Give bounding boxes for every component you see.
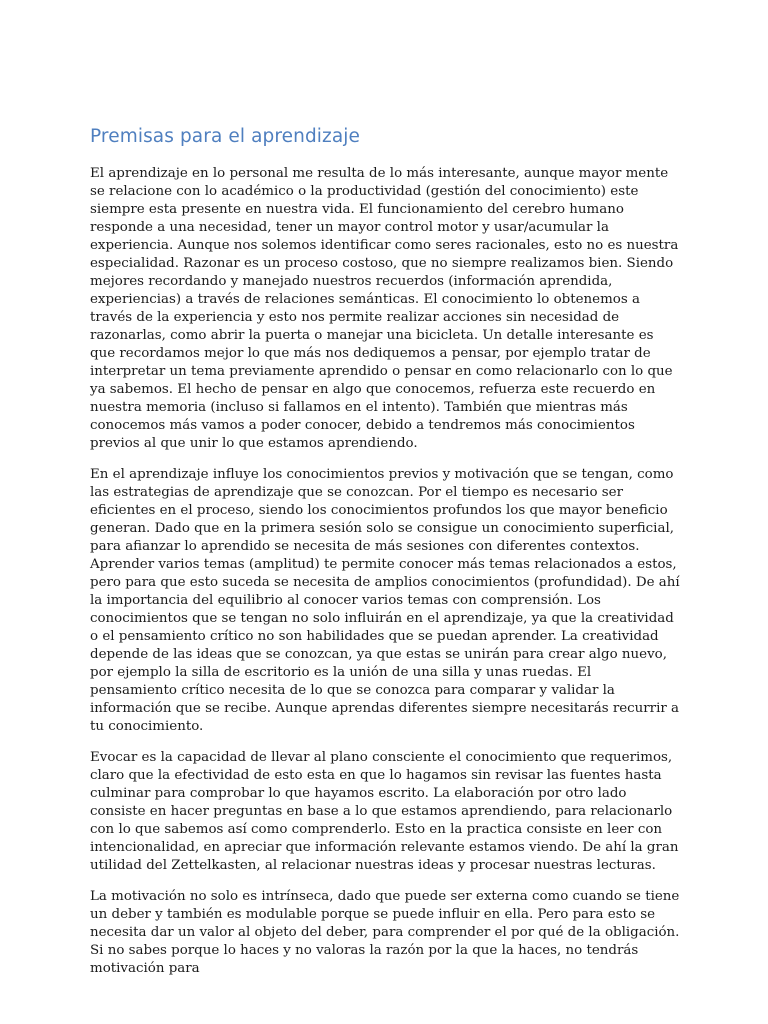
document-page xyxy=(90,124,680,991)
paragraph-1: El aprendizaje en lo personal me resulta de lo más interesante, aunque mayor mente se relacione con lo académico o la productividad (gestión del conocimiento) este siempre esta presente en nuestra vida. El funcionamiento del cerebro humano responde a una necesidad, tener un mayor control motor y usar/acumular la experiencia. Aunque nos solemos identificar como seres racionales, esto no es nuestra especialidad. Razonar es un proceso costoso, que no siempre realizamos bien. Siendo mejores recordando y manejado nuestros recuerdos (información aprendida, experiencias) a través de relaciones semánticas. El conocimiento lo obtenemos a través de la experiencia y esto nos permite realizar acciones sin necesidad de razonarlas, como abrir la puerta o manejar una bicicleta. Un detalle interesante es que recordamos mejor lo que más nos dediquemos a pensar, por ejemplo tratar de interpretar un tema previamente aprendido o pensar en como relacionarlo con lo que ya sabemos. El hecho de pensar en algo que conocemos, refuerza este recuerdo en nuestra memoria (incluso si fallamos en el intento). También que mientras más conocemos más vamos a poder conocer, debido a tendremos más conocimientos previos al que unir lo que estamos aprendiendo. xyxy=(90,166,679,451)
paragraph-4: La motivación no solo es intrínseca, dado que puede ser externa como cuando se tiene un deber y también es modulable porque se puede influir en ella. Pero para esto se necesita dar un valor al objeto del deber, para comprender el por qué de la obligación. Si no sabes porque lo haces y no valoras la razón por la que la haces, no tendrás motivación para xyxy=(90,889,680,976)
paragraph-3: Evocar es la capacidad de llevar al plano consciente el conocimiento que requerimos, claro que la efectividad de esto esta en que lo hagamos sin revisar las fuentes hasta culminar para comprobar lo que hayamos escrito. La elaboración por otro lado consiste en hacer preguntas en base a lo que estamos aprendiendo, para relacionarlo con lo que sabemos así como comprenderlo. Esto en la practica consiste en leer con intencionalidad, en apreciar que información relevante estamos viendo. De ahí la gran utilidad del Zettelkasten, al relacionar nuestras ideas y procesar nuestras lecturas. xyxy=(90,750,679,873)
paragraph-2: En el aprendizaje influye los conocimientos previos y motivación que se tengan, como las estrategias de aprendizaje que se conozcan. Por el tiempo es necesario ser eficientes en el proceso, siendo los conocimientos profundos los que mayor beneficio generan. Dado que en la primera sesión solo se consigue un conocimiento superficial, para afianzar lo aprendido se necesita de más sesiones con diferentes contextos. Aprender varios temas (amplitud) te permite conocer más temas relacionados a estos, pero para que esto suceda se necesita de amplios conocimientos (profundidad). De ahí la importancia del equilibrio al conocer varios temas con comprensión. Los conocimientos que se tengan no solo influirán en el aprendizaje, ya que la creatividad o el pensamiento crítico no son habilidades que se puedan aprender. La creatividad depende de las ideas que se conozcan, ya que estas se unirán para crear algo nuevo, por ejemplo la silla de escritorio es la unión de una silla y unas ruedas. El pensamiento crítico necesita de lo que se conozca para comparar y validar la información que se recibe. Aunque aprendas diferentes siempre necesitarás recurrir a tu conocimiento. xyxy=(90,467,680,734)
document-title: Premisas para el aprendizaje xyxy=(90,126,361,147)
